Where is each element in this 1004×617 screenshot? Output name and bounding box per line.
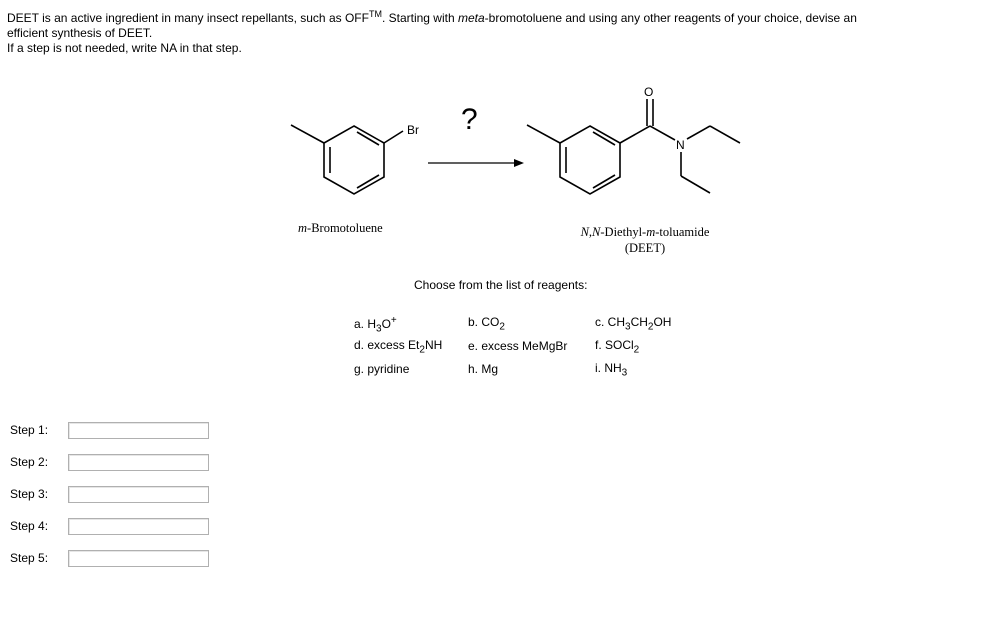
step-row-4 bbox=[10, 516, 220, 538]
benzene-ring-start bbox=[324, 126, 384, 194]
reagent-b: b. $CO_2$ bbox=[468, 315, 505, 333]
step-row-5 bbox=[10, 548, 220, 570]
label-italic: N,N bbox=[580, 225, 601, 239]
step-1-input[interactable] bbox=[68, 422, 209, 439]
step-1-label: Step 1: bbox=[10, 423, 49, 437]
start-material-label bbox=[298, 221, 383, 236]
label-italic: m bbox=[646, 225, 656, 239]
reagent-h: h. Mg bbox=[468, 362, 499, 376]
m-bromotoluene-structure bbox=[291, 125, 403, 194]
arrow-head bbox=[514, 159, 524, 167]
product-abbrev: (DEET) bbox=[624, 241, 666, 255]
reagent-e: e. excess MeMgBr bbox=[468, 339, 568, 353]
reagents-heading: Choose from the list of reagents: bbox=[414, 278, 588, 292]
unknown-reagent-question-mark: ? bbox=[461, 103, 478, 136]
oxygen-label: O bbox=[644, 85, 654, 99]
step-5-label: Step 5: bbox=[10, 551, 49, 565]
label-text: -Diethyl- bbox=[600, 225, 647, 239]
step-3-input[interactable] bbox=[68, 486, 209, 503]
step-2-input[interactable] bbox=[68, 454, 209, 471]
question-italic: meta bbox=[457, 11, 485, 25]
label-text: -Bromotoluene bbox=[307, 221, 383, 235]
reagent-i: i. $NH_3$ bbox=[595, 361, 628, 379]
step-5-input[interactable] bbox=[68, 550, 209, 567]
step-row-3 bbox=[10, 484, 220, 506]
step-2-label: Step 2: bbox=[10, 455, 49, 469]
step-3-label: Step 3: bbox=[10, 487, 49, 501]
br-bond bbox=[384, 131, 403, 143]
reagent-f: f. SOCl$_2$ bbox=[595, 338, 640, 356]
product-label bbox=[560, 224, 730, 256]
reagent-d: d. excess $Et_2NH$ bbox=[354, 338, 443, 356]
question-part: . Starting with bbox=[381, 11, 458, 25]
question-part: -bromotoluene and using any other reagents of your choice, devise an bbox=[484, 11, 857, 25]
methyl-bond-start bbox=[291, 125, 324, 143]
step-row-2 bbox=[10, 452, 220, 474]
reagent-c: c. $CH_3CH_2OH$ bbox=[595, 315, 672, 333]
benzene-ring-product bbox=[560, 126, 620, 194]
step-row-1 bbox=[10, 420, 220, 442]
br-label: Br bbox=[407, 123, 419, 137]
nitrogen-label: N bbox=[676, 138, 685, 152]
step-4-label: Step 4: bbox=[10, 519, 49, 533]
reagent-a: a. $H_3O^+$ bbox=[354, 315, 397, 335]
question-line-3: If a step is not needed, write NA in that step. bbox=[7, 41, 242, 55]
trademark-sup: TM bbox=[368, 9, 382, 19]
label-italic: m bbox=[298, 221, 308, 235]
reagent-g: g. pyridine bbox=[354, 362, 410, 376]
question-part: DEET is an active ingredient in many insect repellants, such as OFF bbox=[7, 11, 369, 25]
question-line-2: efficient synthesis of DEET. bbox=[7, 26, 153, 40]
label-text: -toluamide bbox=[655, 225, 710, 239]
reaction-scheme bbox=[0, 0, 1004, 300]
deet-structure bbox=[527, 99, 740, 194]
product-name bbox=[560, 224, 730, 240]
step-4-input[interactable] bbox=[68, 518, 209, 535]
